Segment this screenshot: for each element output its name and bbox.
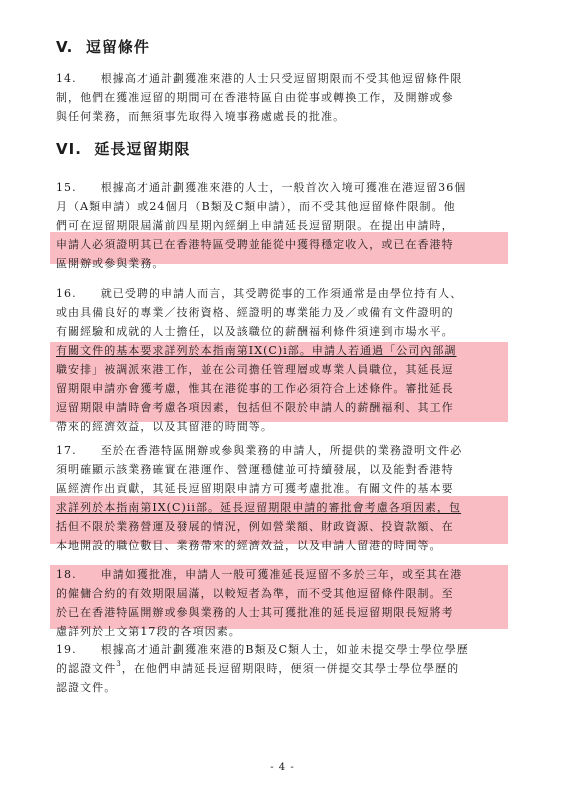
text-line: 制，他們在獲准逗留的期間可在香港特區自由從事或轉換工作，及開辦或參 [56,91,454,104]
text-line: 的僱傭合約的有效期限屆滿，以較短者為準，而不受其他逗留條件限制。至 [56,587,454,600]
text-line: 們可在逗留期限屆滿前四星期內經網上申請延長逗留期限。在提出申請時， [56,219,454,232]
section-title: 逗留條件 [85,38,150,56]
section-title: 延長逗留期限 [94,140,191,158]
text-segment: 的認證文件 [56,662,117,675]
text-line: 14. 根據高才通計劃獲准來港的人士只受逗留期限而不受其他逗留條件限 [56,72,463,85]
text-line: 16. 就已受聘的申請人而言，其受聘從事的工作須通常是由學位持有人、 [56,287,463,300]
text-line: 區開辦或參與業務。 [56,257,165,270]
text-line: 本地開設的職位數目、業務帶來的經濟效益，以及申請人留港的時間等。 [56,539,442,552]
text-line: 與任何業務，而無須事先取得入境事務處處長的批准。 [56,110,346,123]
text-line: 慮詳列於上文第17段的各項因素。 [56,625,241,638]
text-line: 申請人必須證明其已在香港特區受聘並能從中獲得穩定收入，或已在香港特 [56,238,454,251]
text-line: 區經濟作出貢獻，其延長逗留期限申請方可獲考慮批准。有關文件的基本要 [56,482,454,495]
text-line: 17. 至於在香港特區開辦或參與業務的申請人，所提供的業務證明文件必 [56,444,463,457]
text-line: 求詳列於本指南第IX(C)ii部。延長逗留期限申請的審批會考慮各項因素，包 [56,501,462,514]
text-line: 或由具備良好的專業／技術資格、經證明的專業能力及／或備有文件證明的 [56,306,454,319]
section-number: VI. [56,140,82,158]
text-line: 月（A類申請）或24個月（B類及C類申請），而不受其他逗留條件限制。他 [56,200,456,213]
page-number: - 4 - [270,762,295,773]
text-line: 18. 申請如獲批准，申請人一般可獲准延長逗留不多於三年，或至其在港 [56,568,463,581]
text-line: 認證文件。 [56,681,117,694]
text-line: 須明確顯示該業務確實在港運作、營運穩健並可持續發展，以及能對香港特 [56,463,454,476]
footnote-ref[interactable]: 3 [116,660,122,668]
text-segment: ，在他們申請延長逗留期限時，便須一併提交其學士學位學歷的 [121,662,460,675]
section-heading-v [56,36,150,57]
text-line: 職安排」被調派來港工作，並在公司擔任管理層或專業人員職位，其延長逗 [56,363,454,376]
text-line: 有關文件的基本要求詳列於本指南第IX(C)i部。申請人若通過「公司內部調 [56,344,457,357]
text-line: 留期限申請亦會獲考慮，惟其在港從事的工作必須符合上述條件。審批延長 [56,382,454,395]
section-heading-vi [56,138,190,159]
text-line: 於已在香港特區開辦或參與業務的人士其可獲批准的延長逗留期限長短將考 [56,606,454,619]
text-line: 19. 根據高才通計劃獲准來港的B類及C類人士，如並未提交學士學位學歷 [56,643,469,656]
text-line: 括但不限於業務營運及發展的情況，例如營業額、財政資源、投資款額、在 [56,520,454,533]
text-line: 逗留期限申請時會考慮各項因素，包括但不限於申請人的薪酬福利、其工作 [56,401,454,414]
text-line [56,659,511,678]
section-number: V. [56,38,74,56]
text-line: 15. 根據高才通計劃獲准來港的人士，一般首次入境可獲准在港逗留36個 [56,181,467,194]
text-line: 帶來的經濟效益，以及其留港的時間等。 [56,420,273,433]
text-line: 有關經驗和成就的人士擔任，以及該職位的薪酬福利條件須達到市場水平。 [56,325,454,338]
